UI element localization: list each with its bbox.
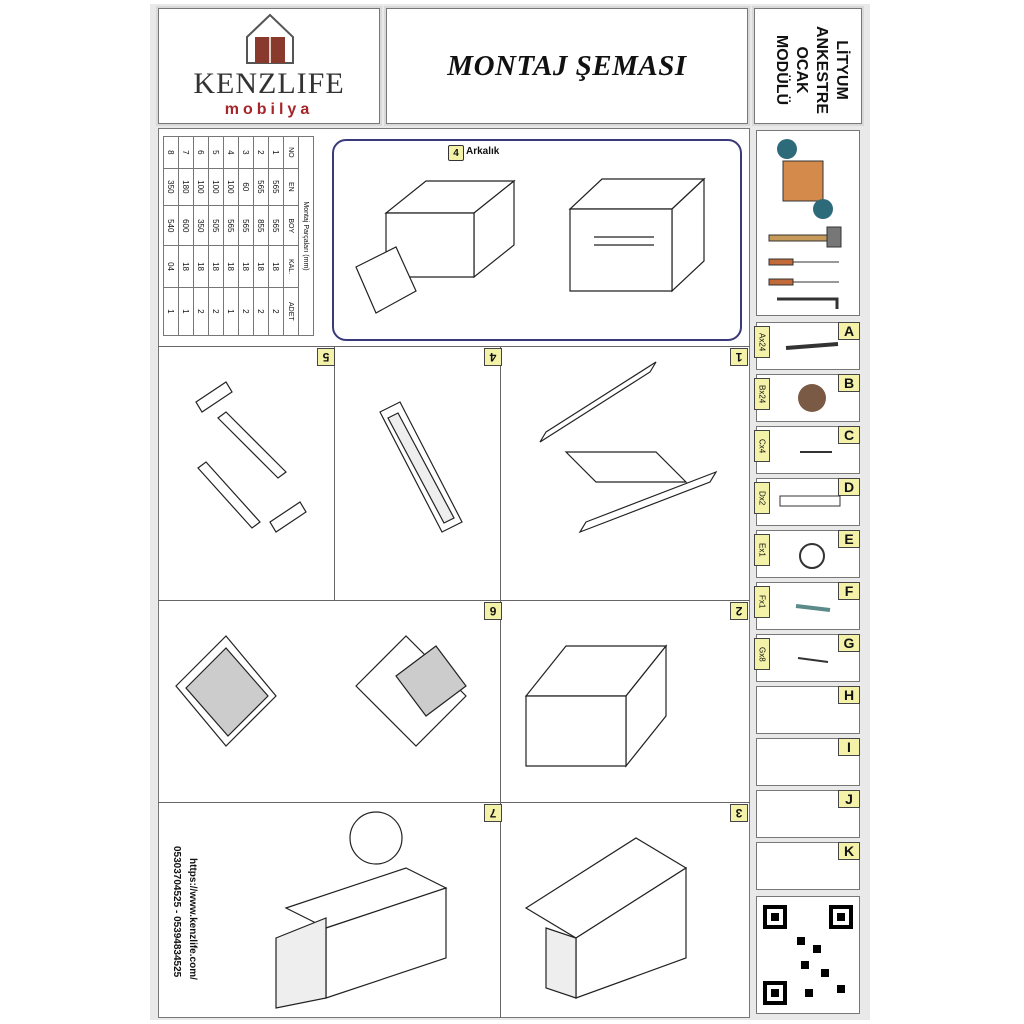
hardware-letter: E — [838, 530, 860, 548]
hardware-count: Gx8 — [754, 638, 770, 670]
table-row: 4 100 565 18 1 — [224, 137, 239, 336]
table-row: 5 100 505 18 2 — [209, 137, 224, 336]
overview-back-no: 4 — [448, 145, 464, 161]
hardware-letter: G — [838, 634, 860, 652]
title-panel — [386, 8, 748, 124]
hardware-letter: J — [838, 790, 860, 808]
qr-code-icon — [757, 897, 859, 1013]
grid-line-h3 — [158, 802, 750, 803]
grid-line-v2 — [334, 346, 335, 600]
hardware-letter: B — [838, 374, 860, 392]
tools-icon — [757, 131, 861, 317]
step-number-4: 4 — [484, 348, 502, 366]
grid-line-h2 — [158, 600, 750, 601]
step-7-drawing — [166, 808, 496, 1014]
table-row: 2 565 855 18 2 — [254, 137, 269, 336]
parts-table-caption: Montaj Parçaları (mm) — [299, 137, 314, 336]
step-6-drawing — [166, 606, 496, 796]
table-row: 1 565 565 18 2 — [269, 137, 284, 336]
col-no: NO — [284, 137, 299, 169]
hardware-letter: H — [838, 686, 860, 704]
hardware-row-h — [756, 686, 860, 736]
hardware-count: Ax24 — [754, 326, 770, 358]
hardware-row-d — [756, 478, 860, 528]
hardware-count: Ex1 — [754, 534, 770, 566]
step-number-1: 1 — [730, 348, 748, 366]
cap-icon — [756, 374, 860, 422]
knob-icon — [756, 530, 860, 578]
hardware-row-a — [756, 322, 860, 372]
table-row: 7 180 600 18 1 — [179, 137, 194, 336]
hardware-count: Fx1 — [754, 586, 770, 618]
small-screw-icon — [756, 426, 860, 474]
hardware-letter: F — [838, 582, 860, 600]
col-kal: KAL. — [284, 246, 299, 287]
bolt-icon — [756, 582, 860, 630]
hardware-letter: D — [838, 478, 860, 496]
hardware-row-i — [756, 738, 860, 788]
nail-icon — [756, 634, 860, 682]
product-name — [759, 13, 859, 121]
step-number-6: 6 — [484, 602, 502, 620]
grid-line-v1 — [500, 346, 501, 1018]
cabinet-exploded-drawing — [334, 141, 740, 339]
col-adet: ADET — [284, 287, 299, 335]
col-en: EN — [284, 168, 299, 205]
step-number-3: 3 — [730, 804, 748, 822]
table-row: 3 60 565 18 2 — [239, 137, 254, 336]
phone-numbers: 05303704525 - 05394834525 — [171, 846, 182, 978]
drawer-rail-icon — [756, 478, 860, 526]
step-1-drawing — [506, 352, 746, 592]
col-boy: BOY — [284, 206, 299, 246]
product-line-2: ANKESTRE — [813, 25, 830, 114]
qr-code — [756, 896, 860, 1014]
overview-back-label: Arkalık — [466, 146, 500, 157]
page-title: MONTAJ ŞEMASI — [447, 49, 687, 82]
grid-line-h1 — [158, 346, 750, 347]
parts-table — [164, 136, 314, 336]
step-number-2: 2 — [730, 602, 748, 620]
overview-panel — [332, 139, 742, 341]
brand-sub: mobilya — [224, 101, 314, 118]
hardware-row-e — [756, 530, 860, 580]
hardware-count: Dx2 — [754, 482, 770, 514]
step-2-drawing — [506, 606, 746, 796]
brand-name: KENZLIFE — [193, 67, 345, 100]
table-row: 8 350 540 04 1 — [164, 137, 179, 336]
table-row: 6 100 350 18 2 — [194, 137, 209, 336]
step-number-7: 7 — [484, 804, 502, 822]
product-line-3: OCAK — [793, 46, 810, 94]
step-5-drawing — [166, 352, 330, 592]
hardware-letter: C — [838, 426, 860, 444]
hardware-row-j — [756, 790, 860, 840]
hardware-row-c — [756, 426, 860, 476]
hardware-row-f — [756, 582, 860, 632]
hardware-letter: K — [838, 842, 860, 860]
screw-icon — [756, 322, 860, 370]
hardware-row-k — [756, 842, 860, 892]
hardware-row-g — [756, 634, 860, 684]
hardware-letter: I — [838, 738, 860, 756]
website-url[interactable]: https://www.kenzlife.com/ — [187, 858, 198, 980]
logo-panel — [158, 8, 380, 124]
hardware-letter: A — [838, 322, 860, 340]
product-line-1: LİTYUM — [833, 40, 850, 100]
hardware-count: Cx4 — [754, 430, 770, 462]
hardware-count: Bx24 — [754, 378, 770, 410]
hardware-row-b — [756, 374, 860, 424]
step-4-drawing — [340, 352, 496, 592]
step-number-5: 5 — [317, 348, 335, 366]
product-line-4: MODÜLÜ — [773, 34, 790, 106]
step-3-drawing — [506, 808, 746, 1014]
product-panel — [754, 8, 862, 124]
tools-panel — [756, 130, 860, 316]
